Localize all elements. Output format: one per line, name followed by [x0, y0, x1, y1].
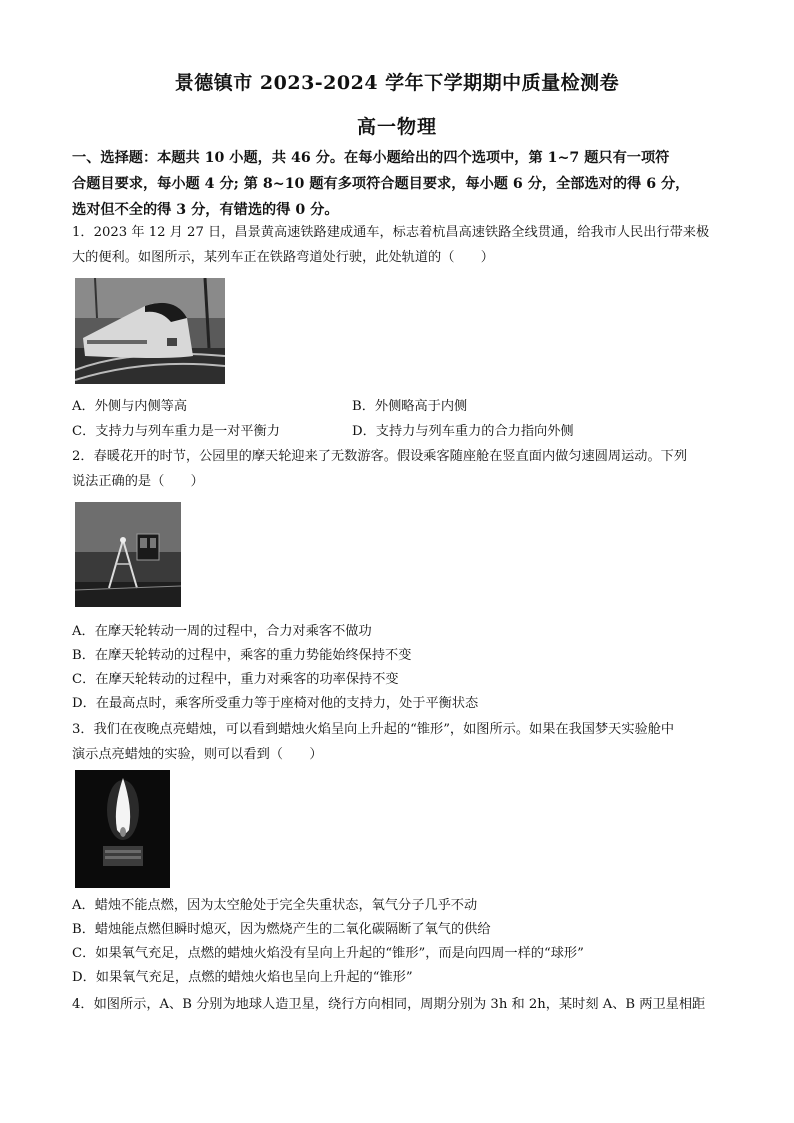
q1-stem-line: 1．2023 年 12 月 27 日，昌景黄高速铁路建成通车，标志着杭昌高速铁路全线贯通，给我市人民出行带来极	[72, 225, 710, 240]
q3-option-a: A．蜡烛不能点燃，因为太空舱处于完全失重状态，氧气分子几乎不动	[72, 898, 478, 913]
q1-stem-line: 大的便利。如图所示，某列车正在铁路弯道处行驶，此处轨道的（ ）	[72, 250, 494, 265]
ferris-wheel-image	[75, 502, 181, 607]
q1-option-a: A．外侧与内侧等高	[72, 399, 188, 414]
q3-option-b: B．蜡烛能点燃但瞬时熄灭，因为燃烧产生的二氧化碳隔断了氧气的供给	[72, 922, 491, 937]
instruction-line: 选对但不全的得 3 分，有错选的得 0 分。	[72, 202, 339, 218]
q1-option-d: D．支持力与列车重力的合力指向外侧	[352, 424, 574, 439]
q2-stem-line: 2．春暖花开的时节，公园里的摩天轮迎来了无数游客。假设乘客随座舱在竖直面内做匀速圆周运动。下列	[72, 449, 688, 464]
exam-subject: 高一物理	[356, 116, 437, 138]
q1-option-b: B．外侧略高于内侧	[352, 399, 468, 414]
q3-stem-line: 3．我们在夜晚点亮蜡烛，可以看到蜡烛火焰呈向上升起的“锥形”，如图所示。如果在我国梦天实验舱中	[72, 722, 675, 737]
q2-stem-line: 说法正确的是（ ）	[72, 474, 204, 489]
q3-option-c: C．如果氧气充足，点燃的蜡烛火焰没有呈向上升起的“锥形”，而是向四周一样的“球形”	[72, 946, 584, 961]
q4-stem-line: 4．如图所示，A、B 分别为地球人造卫星，绕行方向相同，周期分别为 3h 和 2h，某时刻 A、B 两卫星相距	[72, 997, 706, 1012]
q1-option-c: C．支持力与列车重力是一对平衡力	[72, 424, 280, 439]
instruction-line: 合题目要求，每小题 4 分; 第 8~10 题有多项符合题目要求，每小题 6 分，全部选对的得 6 分，	[72, 176, 690, 192]
q2-option-d: D．在最高点时，乘客所受重力等于座椅对他的支持力，处于平衡状态	[72, 696, 479, 711]
section-instructions	[72, 145, 732, 223]
candle-flame-image	[75, 770, 170, 888]
q2-option-b: B．在摩天轮转动的过程中，乘客的重力势能始终保持不变	[72, 648, 412, 663]
q2-option-c: C．在摩天轮转动的过程中，重力对乘客的功率保持不变	[72, 672, 399, 687]
q3-stem-line: 演示点亮蜡烛的实验，则可以看到（ ）	[72, 747, 323, 762]
instruction-line: 一、选择题：本题共 10 小题，共 46 分。在每小题给出的四个选项中，第 1~7 题只有一项符	[72, 150, 670, 166]
q3-option-d: D．如果氧气充足，点燃的蜡烛火焰也呈向上升起的“锥形”	[72, 970, 413, 985]
q2-option-a: A．在摩天轮转动一周的过程中，合力对乘客不做功	[72, 624, 372, 639]
train-on-curve-image	[75, 278, 225, 384]
exam-title: 景德镇市 2023-2024 学年下学期期中质量检测卷	[174, 72, 620, 94]
